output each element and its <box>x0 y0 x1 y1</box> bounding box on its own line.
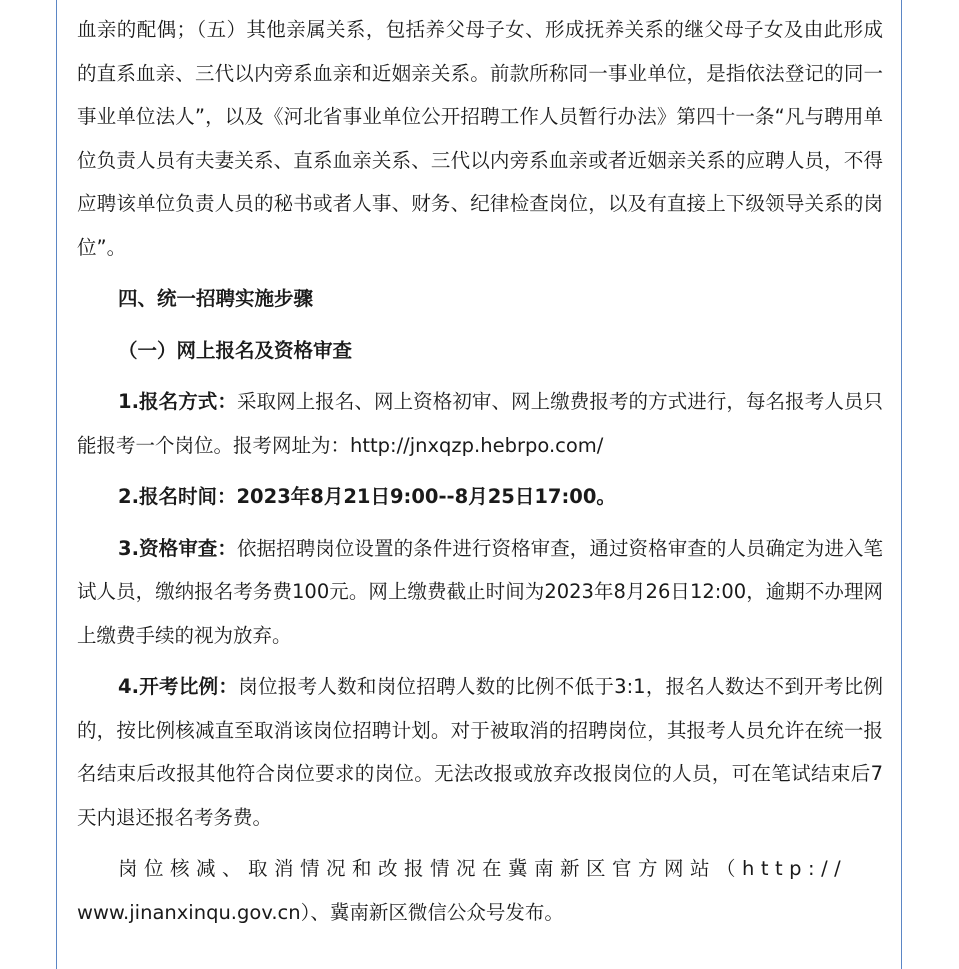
paragraph-publication <box>77 847 883 934</box>
paragraph-continuation: 血亲的配偶；（五）其他亲属关系，包括养父母子女、形成抚养关系的继父母子女及由此形成的直系血亲、三代以内旁系血亲和近姻亲关系。前款所称同一事业单位，是指依法登记的同一事业单位法人”，以及《河北省事业单位公开招聘工作人员暂行办法》第四十一条“凡与聘用单位负责人员有夫妻关系、直系血亲关系、三代以内旁系血亲或者近姻亲关系的应聘人员，不得应聘该单位负责人员的秘书或者人事、财务、纪律检查岗位，以及有直接上下级领导关系的岗位”。 <box>77 18 883 259</box>
item-registration-time <box>77 475 883 519</box>
document-body <box>77 8 883 934</box>
publication-line-2: www.jinanxinqu.gov.cn）、冀南新区微信公众号发布。 <box>77 900 564 924</box>
item-text: 岗位报考人数和岗位招聘人数的比例不低于3:1，报名人数达不到开考比例的，按比例核减直至取消该岗位招聘计划。对于被取消的招聘岗位，其报考人员允许在统一报名结束后改报其他符合岗位要求的岗位。无法改报或放弃改报岗位的人员，可在笔试结束后7天内退还报名考务费。 <box>77 675 883 829</box>
subsection-heading: （一）网上报名及资格审查 <box>118 338 353 362</box>
item-text: 2023年8月21日9:00--8月25日17:00。 <box>236 485 616 508</box>
item-label: 2.报名时间： <box>118 485 237 508</box>
section-heading: 四、统一招聘实施步骤 <box>118 287 314 310</box>
item-text: 采取网上报名、网上资格初审、网上缴费报考的方式进行，每名报考人员只能报考一个岗位。报考网址为：http://jnxqzp.hebrpo.com/ <box>77 390 883 457</box>
publication-line-1: 岗位核减、取消情况和改报情况在冀南新区官方网站（http:// <box>118 857 848 880</box>
item-label: 4.开考比例： <box>118 675 239 698</box>
item-label: 1.报名方式： <box>118 390 237 413</box>
item-registration-method <box>77 380 883 467</box>
item-qualification-review <box>77 527 883 658</box>
item-exam-ratio <box>77 665 883 839</box>
item-text: 依据招聘岗位设置的条件进行资格审查，通过资格审查的人员确定为进入笔试人员，缴纳报名考务费100元。网上缴费截止时间为2023年8月26日12:00，逾期不办理网上缴费手续的视为放弃。 <box>77 536 883 647</box>
item-label: 3.资格审查： <box>118 536 237 560</box>
